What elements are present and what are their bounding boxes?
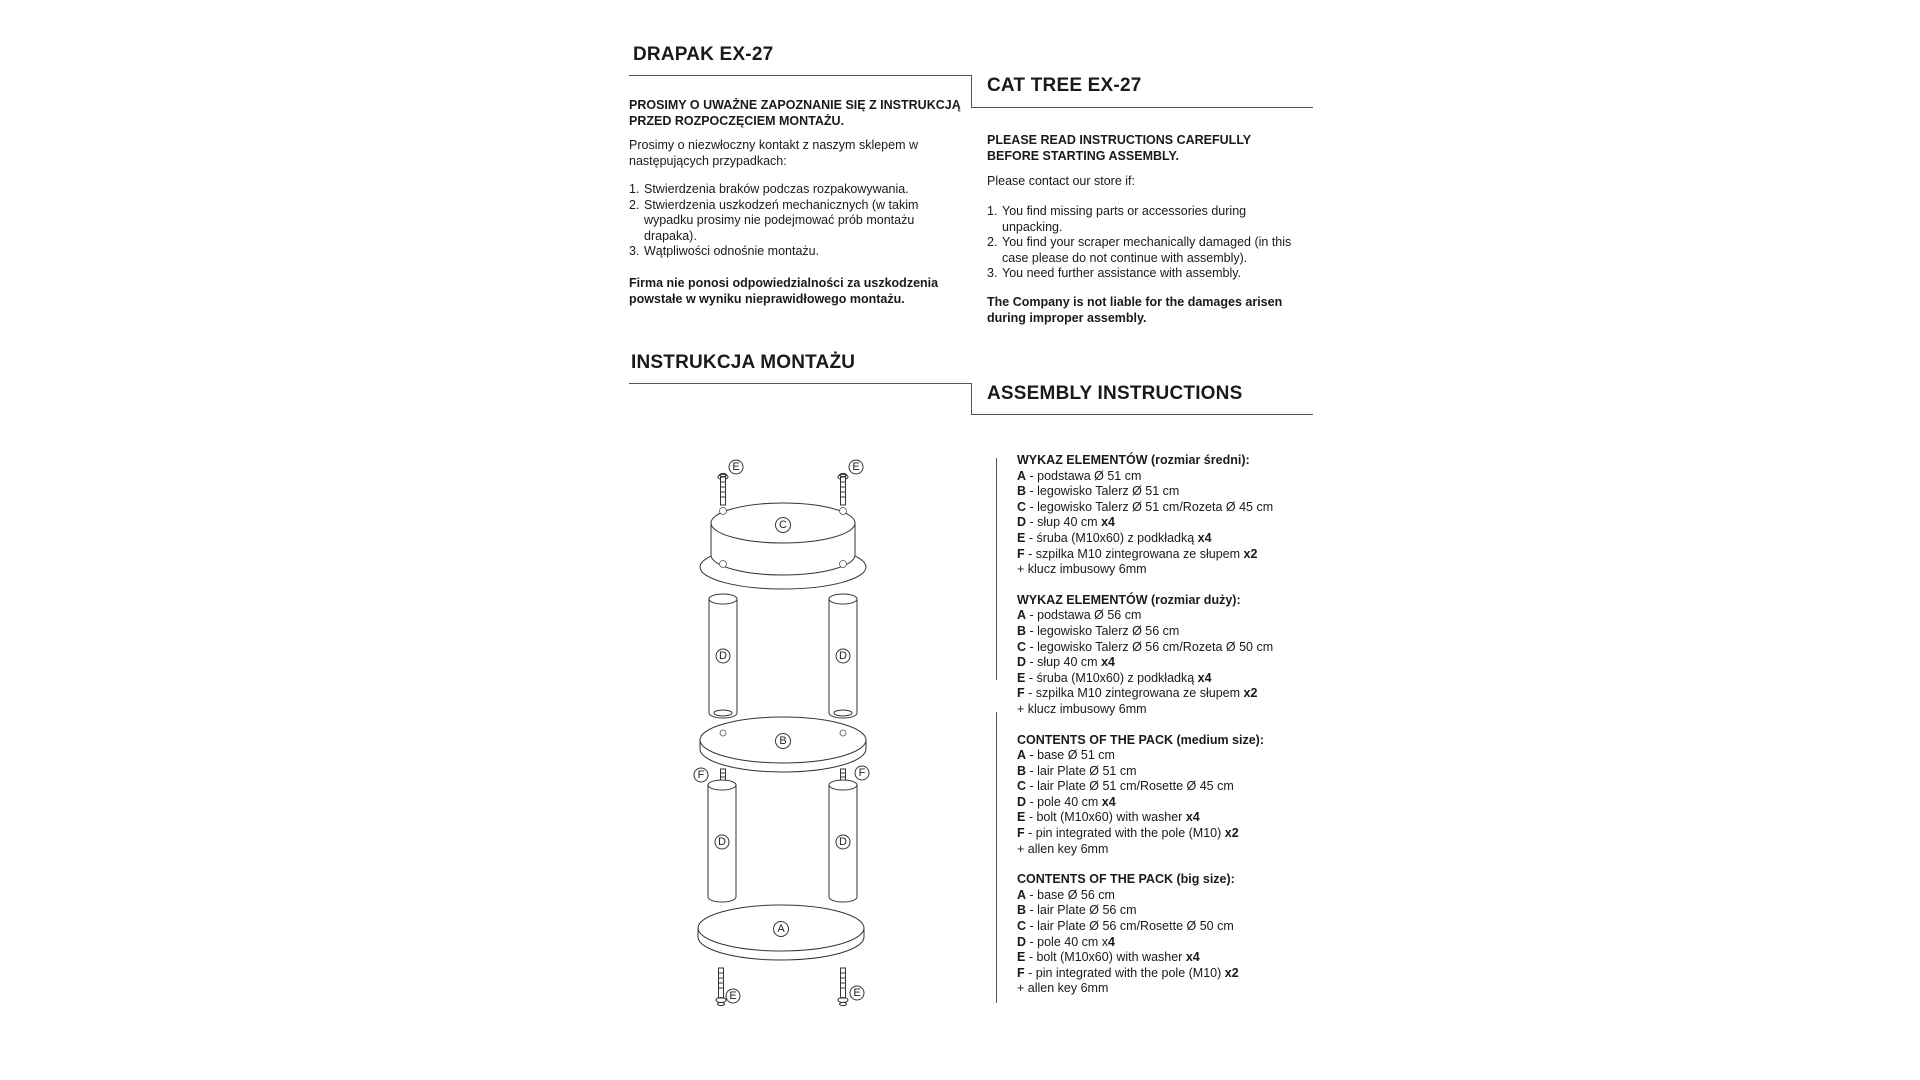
en-assembly-title: ASSEMBLY INSTRUCTIONS: [987, 383, 1243, 404]
part-quantity: x4: [1185, 810, 1200, 825]
en-title-rule: [971, 107, 1313, 108]
list-item: [1017, 515, 1317, 531]
part-key: E: [1017, 670, 1026, 685]
part-description: - base Ø 51 cm: [1026, 748, 1115, 763]
part-description: - lair Plate Ø 56 cm: [1026, 903, 1137, 918]
part-description: - lair Plate Ø 56 cm/Rosette Ø 50 cm: [1026, 919, 1234, 934]
en-liability: The Company is not liable for the damages arisen during improper assembly.: [987, 295, 1283, 325]
list-item: [1017, 640, 1317, 656]
parts-group: [1017, 872, 1317, 997]
list-item: 3. You need further assistance with assembly.: [987, 266, 1242, 280]
pl-assembly-rule: [629, 383, 971, 384]
part-description: - szpilka M10 zintegrowana ze słupem: [1024, 686, 1244, 701]
pl-assembly-title: INSTRUKCJA MONTAŻU: [631, 352, 856, 373]
diagram-label-d: D: [718, 836, 726, 848]
part-description: - śruba (M10x60) z podkładką: [1025, 530, 1198, 545]
part-description: - pin integrated with the pole (M10): [1024, 965, 1225, 980]
parts-group: [1017, 593, 1317, 718]
list-item: [1017, 531, 1317, 547]
list-item: [1017, 935, 1317, 951]
parts-divider-upper: [996, 458, 997, 680]
top-plate-c: [700, 503, 866, 589]
diagram-label-e: E: [852, 461, 860, 473]
list-item: [1017, 888, 1317, 904]
pl-contact-intro: Prosimy o niezwłoczny kontakt z naszym sklepem w następujących przypadkach:: [629, 138, 918, 168]
list-item: [1017, 686, 1317, 702]
list-item: [1017, 810, 1317, 826]
parts-group: [1017, 733, 1317, 858]
pl-liability: Firma nie ponosi odpowiedzialności za uszkodzenia powstałe w wyniku nieprawidłowego montażu.: [629, 276, 939, 306]
parts-group-title: CONTENTS OF THE PACK (big size):: [1017, 872, 1235, 887]
part-quantity: x4: [1101, 515, 1115, 530]
list-item: [1017, 608, 1317, 624]
parts-divider-lower: [996, 712, 997, 1003]
list-item: 1. Stwierdzenia braków podczas rozpakowywania.: [629, 182, 909, 196]
part-key: B: [1017, 763, 1027, 778]
pl-title-rule: [629, 75, 971, 76]
diagram-label-d: D: [719, 650, 727, 662]
part-key: E: [1017, 950, 1026, 965]
list-item: [1017, 779, 1317, 795]
part-key: B: [1017, 903, 1027, 918]
list-item: [1017, 547, 1317, 563]
list-item: [1017, 671, 1317, 687]
part-key: B: [1017, 484, 1027, 499]
list-item: 3. Wątpliwości odnośnie montażu.: [629, 244, 820, 258]
part-key: F: [1017, 546, 1025, 561]
part-key: F: [1017, 686, 1025, 701]
part-description: - base Ø 56 cm: [1026, 887, 1115, 902]
upper-pole-right: [829, 594, 857, 718]
part-description: - bolt (M10x60) with washer: [1025, 810, 1186, 825]
part-description: + allen key 6mm: [1017, 841, 1109, 856]
part-key: A: [1017, 608, 1027, 623]
part-quantity: x2: [1243, 546, 1258, 561]
part-description: + allen key 6mm: [1017, 981, 1109, 996]
diagram-label-d: D: [839, 650, 847, 662]
list-item: [1017, 655, 1317, 671]
part-quantity: x2: [1243, 686, 1258, 701]
bottom-bolt-left: [716, 968, 740, 1006]
part-description: - słup 40 cm: [1026, 655, 1102, 670]
list-item: [1017, 903, 1317, 919]
part-key: C: [1017, 919, 1027, 934]
part-quantity: x4: [1101, 794, 1116, 809]
part-description: - pole 40 cm: [1026, 794, 1102, 809]
diagram-label-b: B: [779, 735, 787, 747]
diagram-label-d: D: [839, 836, 847, 848]
en-contact-intro: Please contact our store if:: [987, 174, 1135, 188]
part-description: - szpilka M10 zintegrowana ze słupem: [1024, 546, 1244, 561]
part-quantity: x4: [1197, 530, 1212, 545]
diagram-label-c: C: [779, 519, 787, 531]
en-title: CAT TREE EX-27: [987, 75, 1142, 96]
parts-group-title: WYKAZ ELEMENTÓW (rozmiar duży):: [1017, 592, 1241, 607]
part-key: E: [1017, 810, 1026, 825]
list-item: [1017, 469, 1317, 485]
base-a: [698, 905, 864, 960]
part-description: - legowisko Talerz Ø 51 cm: [1026, 484, 1180, 499]
bottom-bolt-right: [838, 968, 864, 1006]
pl-notice: PROSIMY O UWAŻNE ZAPOZNANIE SIĘ Z INSTRUKCJĄ PRZED ROZPOCZĘCIEM MONTAŻU.: [629, 98, 961, 128]
part-key: D: [1017, 515, 1027, 530]
pl-assembly-rule-end: [971, 383, 972, 414]
part-description: - słup 40 cm: [1026, 515, 1102, 530]
part-description: - legowisko Talerz Ø 51 cm/Rozeta Ø 45 cm: [1026, 499, 1274, 514]
list-item: [1017, 919, 1317, 935]
diagram-label-a: A: [777, 923, 785, 935]
en-issue-list: [987, 204, 1307, 282]
list-item: [1017, 966, 1317, 982]
part-quantity: x2: [1224, 826, 1239, 841]
part-key: D: [1017, 655, 1027, 670]
lower-pole-right: [829, 780, 857, 902]
part-key: C: [1017, 639, 1027, 654]
middle-plate-b: [700, 717, 866, 772]
list-item: [1017, 484, 1317, 500]
part-description: - legowisko Talerz Ø 56 cm/Rozeta Ø 50 cm: [1026, 639, 1274, 654]
list-item: [1017, 950, 1317, 966]
list-item: [1017, 795, 1317, 811]
upper-pole-left: [709, 594, 737, 718]
list-item: [1017, 702, 1317, 718]
parts-group-title: CONTENTS OF THE PACK (medium size):: [1017, 732, 1265, 747]
part-key: D: [1017, 794, 1027, 809]
assembly-diagram: [680, 455, 900, 1025]
parts-group: [1017, 453, 1317, 578]
list-item: [1017, 826, 1317, 842]
part-description: - pole 40 cm x: [1026, 934, 1109, 949]
part-description: + klucz imbusowy 6mm: [1017, 562, 1147, 577]
part-description: - pin integrated with the pole (M10): [1024, 826, 1225, 841]
part-key: A: [1017, 887, 1027, 902]
list-item: [1017, 748, 1317, 764]
diagram-label-e: E: [732, 461, 740, 473]
part-quantity: x2: [1224, 965, 1239, 980]
part-description: - podstawa Ø 51 cm: [1026, 468, 1142, 483]
list-item: 2. Stwierdzenia uszkodzeń mechanicznych (w takim wypadku prosimy nie podejmować prób montażu drapaka).: [629, 197, 919, 243]
top-bolt-left: [718, 460, 743, 505]
lower-pole-left: [708, 780, 736, 902]
part-key: C: [1017, 779, 1027, 794]
part-quantity: 4: [1108, 934, 1115, 949]
part-description: - legowisko Talerz Ø 56 cm: [1026, 623, 1180, 638]
part-description: - podstawa Ø 56 cm: [1026, 608, 1142, 623]
part-quantity: x4: [1101, 655, 1115, 670]
list-item: [1017, 500, 1317, 516]
list-item: [1017, 624, 1317, 640]
part-key: E: [1017, 530, 1026, 545]
list-item: 1. You find missing parts or accessories during unpacking.: [987, 204, 1247, 234]
part-quantity: x4: [1197, 670, 1212, 685]
part-key: D: [1017, 934, 1027, 949]
list-item: 2. You find your scraper mechanically damaged (in this case please do not continue with assembly).: [987, 235, 1292, 265]
diagram-label-f: F: [858, 767, 866, 779]
part-key: C: [1017, 499, 1027, 514]
diagram-label-e: E: [853, 987, 861, 999]
part-description: - lair Plate Ø 51 cm: [1026, 763, 1137, 778]
list-item: [1017, 562, 1317, 578]
top-bolt-right: [838, 460, 863, 505]
part-description: - bolt (M10x60) with washer: [1025, 950, 1186, 965]
en-assembly-rule: [971, 414, 1313, 415]
part-description: - lair Plate Ø 51 cm/Rosette Ø 45 cm: [1026, 779, 1234, 794]
diagram-label-e: E: [729, 990, 737, 1002]
list-item: [1017, 764, 1317, 780]
pl-title-rule-end: [971, 75, 972, 108]
part-quantity: x4: [1185, 950, 1200, 965]
list-item: [1017, 981, 1317, 997]
parts-group-title: WYKAZ ELEMENTÓW (rozmiar średni):: [1017, 453, 1250, 467]
part-description: + klucz imbusowy 6mm: [1017, 701, 1147, 716]
part-key: F: [1017, 826, 1025, 841]
part-description: - śruba (M10x60) z podkładką: [1025, 670, 1198, 685]
list-item: [1017, 842, 1317, 858]
part-key: F: [1017, 965, 1025, 980]
parts-lists: [1017, 453, 1317, 1012]
diagram-label-f: F: [697, 769, 705, 781]
en-notice: PLEASE READ INSTRUCTIONS CAREFULLY BEFORE STARTING ASSEMBLY.: [987, 133, 1251, 163]
part-key: B: [1017, 623, 1027, 638]
pl-issue-list: [629, 182, 949, 260]
pl-title: DRAPAK EX-27: [633, 44, 774, 65]
part-key: A: [1017, 748, 1027, 763]
part-key: A: [1017, 468, 1027, 483]
